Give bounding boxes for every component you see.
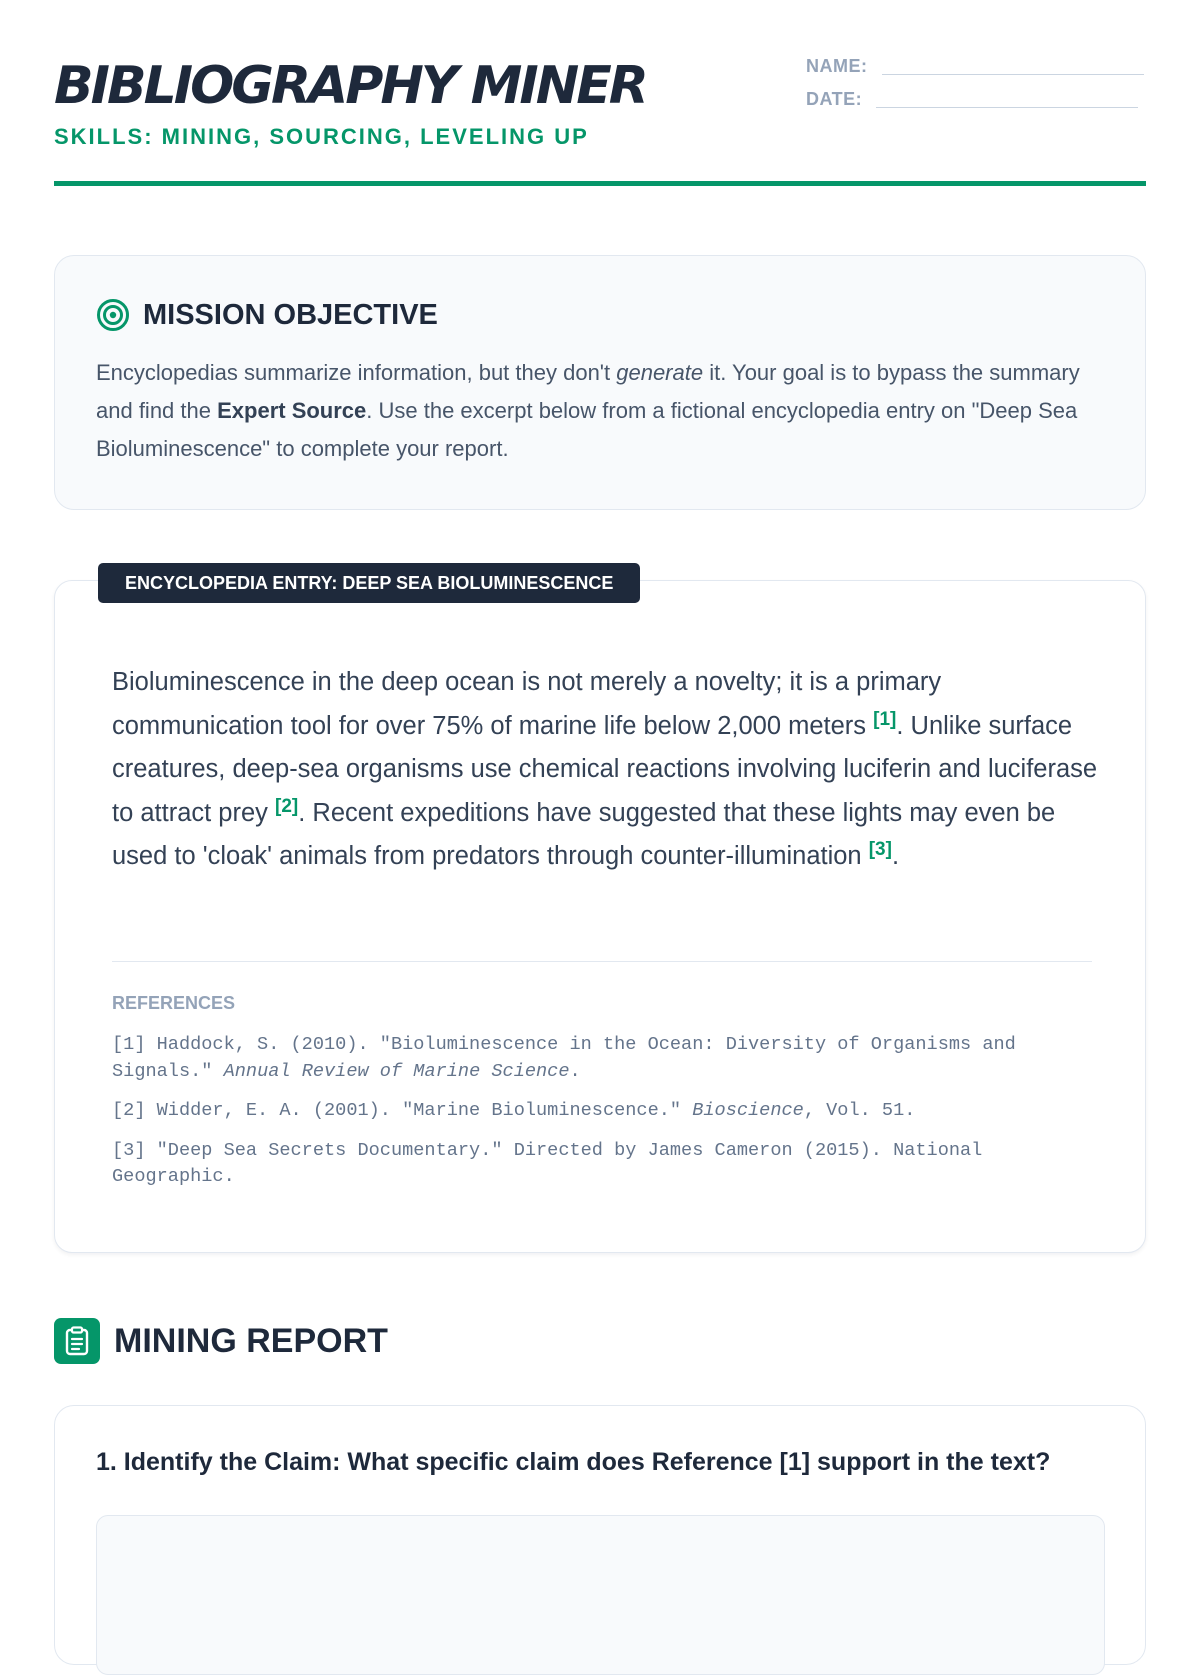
target-icon xyxy=(96,298,130,332)
entry-text: . xyxy=(891,842,900,870)
references-list xyxy=(112,1032,1097,1204)
clipboard-icon-glyph xyxy=(64,1326,90,1356)
clipboard-icon xyxy=(54,1318,100,1364)
encyclopedia-entry-card xyxy=(54,573,1146,1253)
reference-tail: . xyxy=(569,1060,581,1082)
reference-journal: Bioscience xyxy=(692,1100,804,1121)
reference-item xyxy=(112,1032,1097,1085)
mission-text-emphasis: generate xyxy=(616,360,704,385)
reference-text: [3] "Deep Sea Secrets Documentary." Directed by James Cameron (2015). National Geographic. xyxy=(112,1139,983,1187)
reference-item xyxy=(112,1138,1097,1191)
mission-text-bold: Expert Source xyxy=(217,398,367,423)
entry-text: Bioluminescence in the deep ocean is not merely a novelty; it is a primary communication tool for over 75% of marine life below 2,000 meters xyxy=(112,668,942,740)
entry-body xyxy=(112,661,1102,879)
reference-tail: , Vol. 51. xyxy=(803,1100,916,1121)
citation-marker[interactable]: [1] xyxy=(873,708,897,730)
date-label: DATE: xyxy=(806,89,863,109)
reference-text: [1] Haddock, S. (2010). "Bioluminescence in the Ocean: Diversity of Organisms and Signals." xyxy=(112,1034,1016,1082)
entry-text: . Recent expeditions have suggested that these lights may even be used to 'cloak' animals from predators through counter-illumination xyxy=(112,798,1056,870)
mission-heading xyxy=(96,298,1105,332)
mining-report-heading xyxy=(54,1318,388,1364)
date-line[interactable] xyxy=(876,107,1138,108)
citation-marker[interactable]: [2] xyxy=(275,795,299,817)
reference-text: [2] Widder, E. A. (2001). "Marine Bioluminescence." xyxy=(112,1100,693,1121)
reference-journal: Annual Review of Marine Science xyxy=(223,1060,570,1082)
worksheet-title: BIBLIOGRAPHY MINER xyxy=(54,56,646,116)
mission-text-part: it. Your goal is to bypass the summary and find the xyxy=(96,360,1080,423)
mission-text xyxy=(96,354,1105,468)
name-line[interactable] xyxy=(882,74,1144,75)
reference-item xyxy=(112,1098,1097,1125)
worksheet-header xyxy=(54,0,1146,190)
mission-title: MISSION OBJECTIVE xyxy=(143,298,438,331)
citation-marker[interactable]: [3] xyxy=(868,839,892,860)
name-label: NAME: xyxy=(806,56,868,76)
mining-report-title: MINING REPORT xyxy=(114,1321,388,1360)
mission-text-part: Encyclopedias summarize information, but they don't xyxy=(96,360,617,385)
date-field[interactable] xyxy=(806,89,1138,110)
name-field[interactable] xyxy=(806,56,1144,77)
question-prompt: 1. Identify the Claim: What specific claim does Reference [1] support in the text? xyxy=(96,1448,1051,1476)
entry-text: . Unlike surface creatures, deep-sea organisms use chemical reactions involving luciferin and luciferase to attract prey xyxy=(112,711,1098,827)
header-divider xyxy=(54,181,1146,186)
references-label: REFERENCES xyxy=(112,993,236,1013)
entry-tag: ENCYCLOPEDIA ENTRY: DEEP SEA BIOLUMINESCENCE xyxy=(98,563,640,603)
mission-text-part: . Use the excerpt below from a fictional encyclopedia entry on "Deep Sea Bioluminescence" to complete your report. xyxy=(96,398,1078,461)
answer-box[interactable] xyxy=(96,1515,1105,1675)
skills-subtitle: SKILLS: MINING, SOURCING, LEVELING UP xyxy=(54,124,589,149)
references-divider xyxy=(112,961,1092,962)
mission-objective-card xyxy=(54,255,1146,510)
question-card xyxy=(54,1405,1146,1665)
worksheet-page xyxy=(54,0,1146,1476)
